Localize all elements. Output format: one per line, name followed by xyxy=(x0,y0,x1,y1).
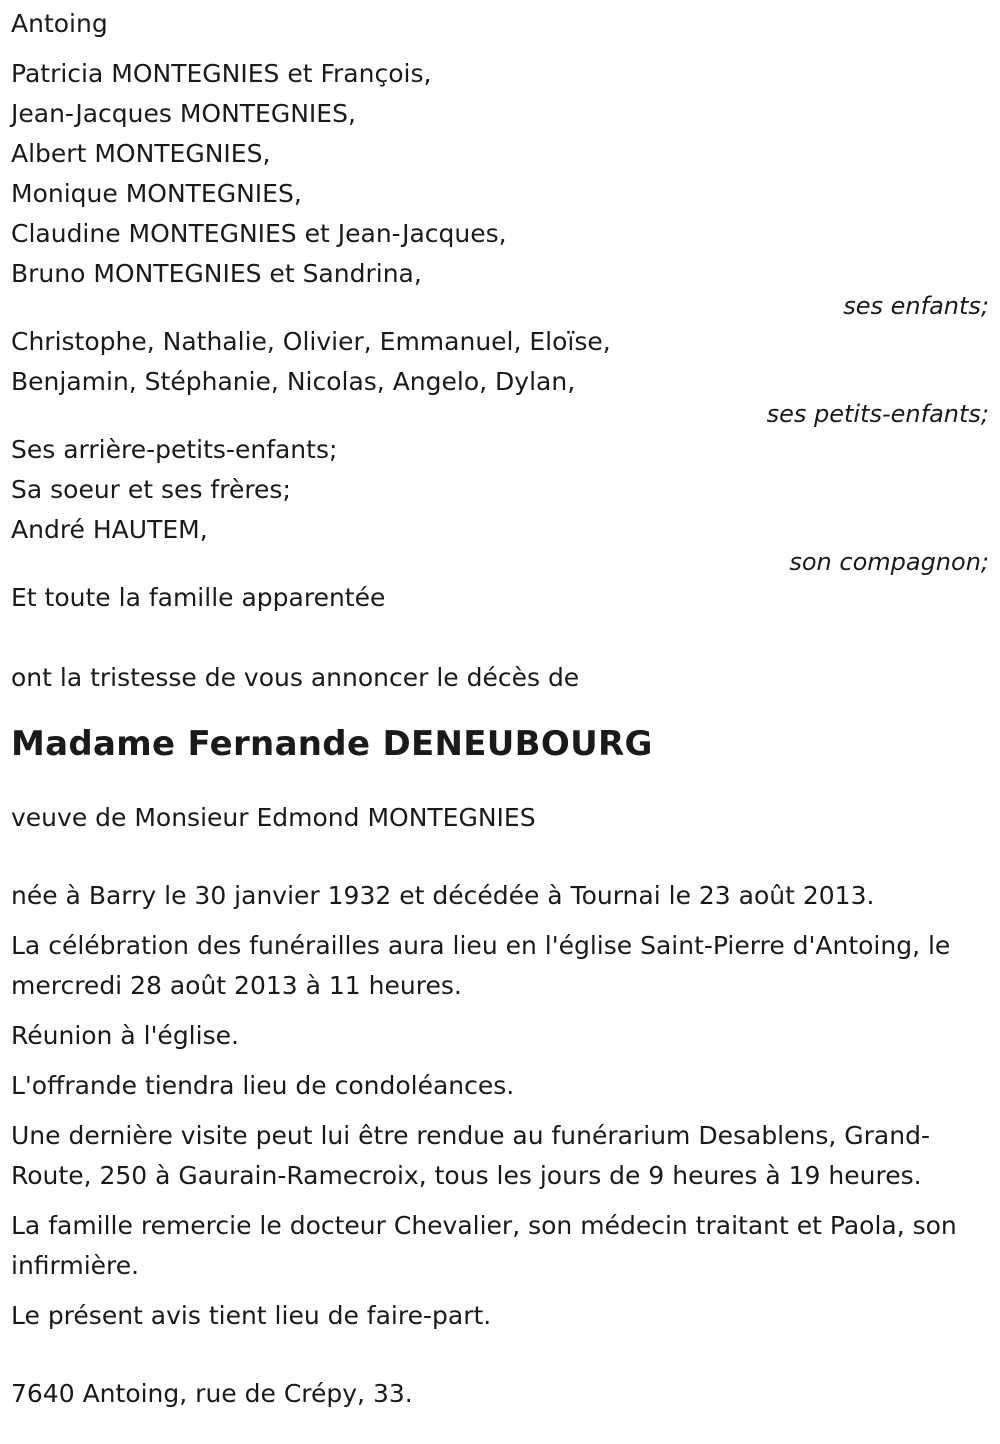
notice-paragraph: Le présent avis tient lieu de faire-part. xyxy=(11,1301,492,1330)
child-line: Jean-Jacques MONTEGNIES, xyxy=(11,99,356,128)
town-name: Antoing xyxy=(11,9,108,38)
thanks-paragraph: La famille remercie le docteur Chevalier, son médecin traitant et Paola, son infirmière. xyxy=(11,1211,957,1280)
spacer xyxy=(11,698,990,718)
relative-line: Sa soeur et ses frères; xyxy=(11,475,291,504)
relative-line: André HAUTEM, xyxy=(11,515,208,544)
widow-of-text: veuve de Monsieur Edmond MONTEGNIES xyxy=(11,803,536,832)
family-line: Et toute la famille apparentée xyxy=(11,583,386,612)
child-line: Albert MONTEGNIES, xyxy=(11,139,271,168)
grandchildren-list xyxy=(11,322,990,402)
children-list xyxy=(11,54,990,294)
children-role: ses enfants; xyxy=(843,292,989,320)
grandchildren-line: Benjamin, Stéphanie, Nicolas, Angelo, Dylan, xyxy=(11,367,576,396)
address-line: 7640 Antoing, rue de Crépy, 33. xyxy=(11,1379,413,1408)
visit-paragraph: Une dernière visite peut lui être rendue au funérarium Desablens, Grand-Route, 250 à Gaurain-Ramecroix, tous les jours de 9 heures à 19 heures. xyxy=(11,1121,930,1190)
spacer xyxy=(11,838,990,876)
child-line: Bruno MONTEGNIES et Sandrina, xyxy=(11,259,422,288)
child-line: Claudine MONTEGNIES et Jean-Jacques, xyxy=(11,219,507,248)
companion-role: son compagnon; xyxy=(789,548,989,576)
details-section xyxy=(11,876,990,1336)
relative-line: Ses arrière-petits-enfants; xyxy=(11,435,338,464)
deceased-name: Madame Fernande DENEUBOURG xyxy=(11,724,653,764)
offering-paragraph: L'offrande tiendra lieu de condoléances. xyxy=(11,1071,515,1100)
birth-death-paragraph: née à Barry le 30 janvier 1932 et décédée à Tournai le 23 août 2013. xyxy=(11,881,875,910)
child-line: Monique MONTEGNIES, xyxy=(11,179,302,208)
announcement-text: ont la tristesse de vous annoncer le décès de xyxy=(11,663,580,692)
spacer xyxy=(11,770,990,798)
grandchildren-role: ses petits-enfants; xyxy=(766,400,989,428)
spacer xyxy=(11,44,990,54)
other-relatives-list xyxy=(11,430,990,550)
funeral-paragraph: La célébration des funérailles aura lieu en l'église Saint-Pierre d'Antoing, le mercredi 28 août 2013 à 11 heures. xyxy=(11,931,951,1000)
grandchildren-line: Christophe, Nathalie, Olivier, Emmanuel, Eloïse, xyxy=(11,327,611,356)
spacer xyxy=(11,1346,990,1374)
child-line: Patricia MONTEGNIES et François, xyxy=(11,59,432,88)
spacer xyxy=(11,618,990,658)
meeting-paragraph: Réunion à l'église. xyxy=(11,1021,239,1050)
